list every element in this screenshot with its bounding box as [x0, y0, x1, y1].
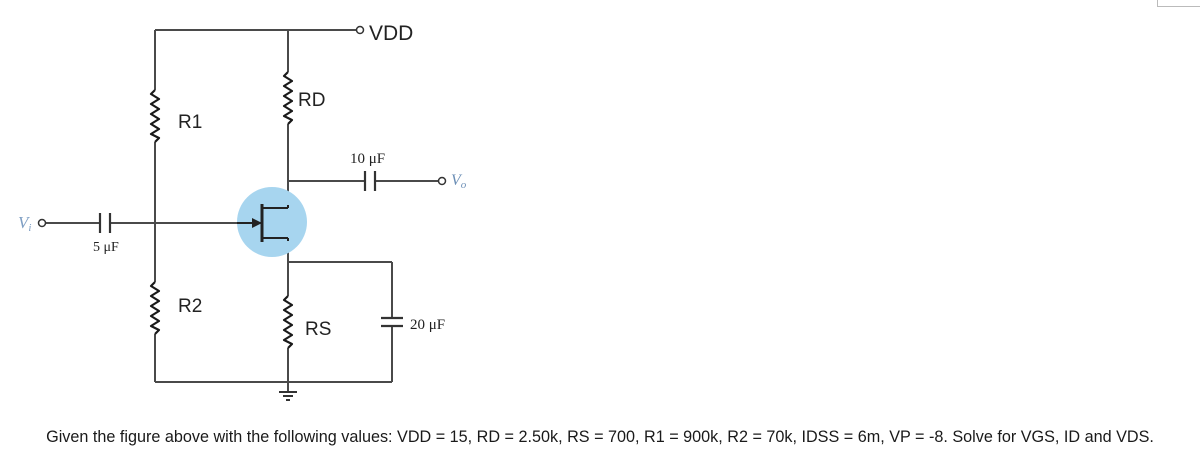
- resistor-rs: [284, 296, 292, 348]
- problem-statement: Given the figure above with the following values: VDD = 15, RD = 2.50k, RS = 700, R1 = 900k, R2 = 70k, IDSS = 6m, VP = -8. Solve for VGS, ID and VDS.: [46, 428, 1154, 446]
- input-terminal: [39, 220, 46, 227]
- input-voltage-label: Vi: [18, 213, 32, 234]
- output-capacitor-label: 10 μF: [350, 151, 386, 167]
- corner-frame: [1157, 0, 1200, 7]
- ground-icon: [279, 392, 297, 400]
- resistor-r2: [151, 282, 159, 334]
- capacitor-bypass: [381, 318, 403, 326]
- resistor-r1: [151, 90, 159, 142]
- capacitor-output: [365, 171, 375, 191]
- capacitor-input: [100, 213, 110, 233]
- r1-label: R1: [178, 112, 203, 133]
- jfet-transistor: [237, 187, 307, 257]
- bypass-capacitor-label: 20 μF: [410, 317, 446, 333]
- input-capacitor-label: 5 μF: [93, 240, 119, 255]
- rd-label: RD: [298, 90, 326, 111]
- output-voltage-label: Vo: [451, 172, 467, 191]
- rs-label: RS: [305, 319, 332, 340]
- vdd-label: VDD: [369, 22, 414, 45]
- r2-label: R2: [178, 296, 203, 317]
- output-terminal: [439, 178, 446, 185]
- resistor-rd: [284, 72, 292, 124]
- vdd-terminal: [357, 27, 364, 34]
